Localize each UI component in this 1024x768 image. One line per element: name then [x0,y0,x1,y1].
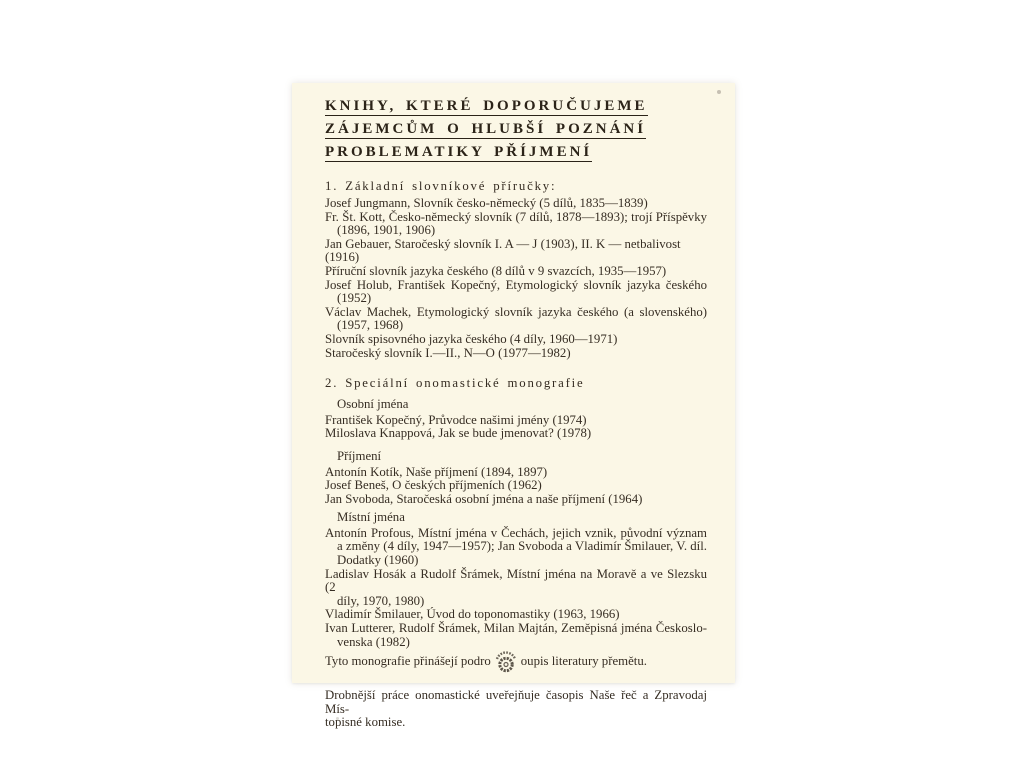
bib-line: Josef Beneš, O českých příjmeních (1962) [325,478,542,493]
scanned-book-page [292,83,735,730]
round-library-stamp-icon [493,649,519,673]
personal-names-list [325,414,707,441]
section-1-list [325,197,707,360]
subheading-personal-names: Osobní jména [337,397,409,412]
paper-speck [336,717,339,720]
page-title [325,95,707,164]
bib-line: Staročeský slovník I.—II., N—O (1977—1982) [325,345,571,360]
bib-line: Josef Holub, František Kopečný, Etymologický slovník jazyka českého [325,277,707,292]
bib-line: Jan Gebauer, Staročeský slovník I. A — J (1903), II. K — netbalivost (1916) [325,236,681,265]
bib-line: (1957, 1968) [337,318,404,333]
title-line-3 [325,141,707,164]
bib-line: Jan Svoboda, Staročeská osobní jména a naše příjmení (1964) [325,491,643,506]
section-2-heading: 2. Speciální onomastické monografie [325,376,585,391]
title-line-2 [325,118,707,141]
paper-speck [717,90,721,94]
title-text: PROBLEMATIKY PŘÍJMENÍ [325,144,593,160]
bib-line: Václav Machek, Etymologický slovník jazyka českého (a slovenského) [325,304,707,319]
title-text: KNIHY, KTERÉ DOPORUČUJEME [325,98,648,114]
bib-line: Antonín Profous, Místní jména v Čechách, jejich vznik, původní význam [325,525,707,540]
closing-paragraph [325,689,707,730]
closing-line: topisné komise. [325,715,406,730]
bib-line: Josef Jungmann, Slovník česko-německý (5 dílů, 1835—1839) [325,196,648,210]
bib-line: (1896, 1901, 1906) [337,223,436,238]
surnames-list [325,466,707,507]
bib-line: Ladislav Hosák a Rudolf Šrámek, Místní jména na Moravě a ve Slezsku (2 [325,566,707,595]
bib-line: díly, 1970, 1980) [337,593,425,608]
subheading-place-names: Místní jména [337,510,405,525]
stamp-line-text-after: oupis literatury přemětu. [520,654,647,669]
bib-line: Miloslava Knappová, Jak se bude jmenovat? (1978) [325,426,592,441]
closing-line: Drobnější práce onomastické uveřejňuje časopis Naše řeč a Zpravodaj Mís- [325,688,707,716]
section-1-heading: 1. Základní slovníkové příručky: [325,179,557,193]
bib-line: (1952) [337,291,372,306]
subheading-surnames: Příjmení [337,448,382,463]
bib-line: Fr. Št. Kott, Česko-německý slovník (7 dílů, 1878—1893); trojí Příspěvky [325,209,707,224]
bib-line: Dodatky (1960) [337,553,419,568]
place-names-list [325,527,707,673]
bib-line: Ivan Lutterer, Rudolf Šrámek, Milan Majtán, Zeměpisná jména Českoslo- [325,621,707,636]
bib-line: Antonín Kotík, Naše příjmení (1894, 1897) [325,464,548,479]
title-line-1 [325,95,707,118]
title-text: ZÁJEMCŮM O HLUBŠÍ POZNÁNÍ [325,121,647,137]
bib-line: Slovník spisovného jazyka českého (4 díly, 1960—1971) [325,331,618,346]
stamp-line-text-before: Tyto monografie přinášejí podro [325,654,491,669]
bib-line: a změny (4 díly, 1947—1957); Jan Svoboda a Vladimír Šmilauer, V. díl. [337,539,707,554]
bib-line: venska (1982) [337,634,410,649]
bib-line: Příruční slovník jazyka českého (8 dílů v 9 svazcích, 1935—1957) [325,263,667,278]
stamp-line [325,649,707,673]
page-content [325,95,707,730]
bib-line: Vladimír Šmilauer, Úvod do toponomastiky (1963, 1966) [325,607,620,622]
bib-line: František Kopečný, Průvodce našimi jmény (1974) [325,412,587,427]
